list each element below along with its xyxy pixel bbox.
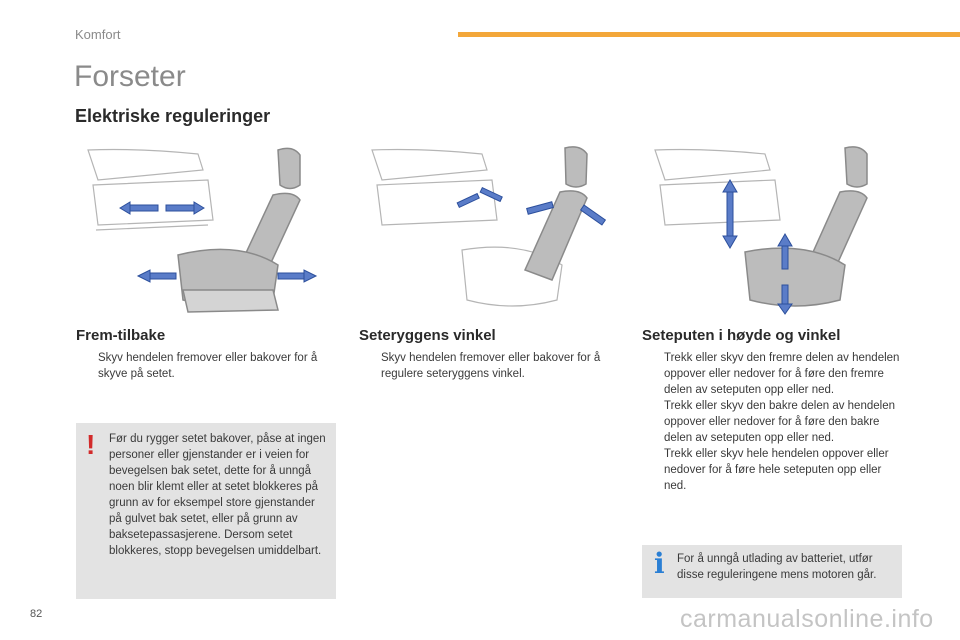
seat-cushion-illustration bbox=[645, 140, 905, 320]
bullets-fore-aft bbox=[76, 350, 328, 382]
heading-fore-aft: Frem-tilbake bbox=[76, 327, 166, 344]
bullets-cushion-height bbox=[642, 350, 904, 494]
page-number: 82 bbox=[30, 608, 43, 620]
watermark: carmanualsonline.info bbox=[680, 605, 934, 633]
warning-text: Før du rygger setet bakover, påse at ingen personer eller gjenstander er i veien for bevegelsen bak setet, dette for å unngå noen blir klemt eller at setet blokkeres på grunn av for eksempel store gjenstander på gulvet bak setet, eller på grunn av baksetepassasjerene. Dersom setet blokkeres, stopp bevegelsen umiddelbart. bbox=[109, 433, 326, 557]
list-item: Trekk eller skyv den bakre delen av hendelen oppover eller nedover for å føre den bakre delen av seteputen opp eller ned. bbox=[664, 400, 895, 444]
section-label: Komfort bbox=[75, 27, 121, 42]
info-icon: i bbox=[654, 547, 665, 580]
heading-backrest-angle: Seteryggens vinkel bbox=[359, 327, 496, 344]
page-title: Forseter bbox=[74, 60, 186, 93]
info-text: For å unngå utlading av batteriet, utfør disse reguleringene mens motoren går. bbox=[677, 553, 877, 581]
section-subtitle: Elektriske reguleringer bbox=[75, 106, 271, 126]
heading-cushion-height: Seteputen i høyde og vinkel bbox=[642, 327, 841, 344]
list-item: Skyv hendelen fremover eller bakover for å skyve på setet. bbox=[98, 352, 318, 380]
info-notice bbox=[642, 545, 902, 598]
warning-icon: ! bbox=[86, 429, 96, 460]
list-item: Trekk eller skyv den fremre delen av hendelen oppover eller nedover for å føre den fremre delen av seteputen opp eller ned. bbox=[664, 352, 900, 396]
header-accent-bar bbox=[458, 32, 960, 37]
list-item: Skyv hendelen fremover eller bakover for å regulere seteryggens vinkel. bbox=[381, 352, 601, 380]
seat-backrest-illustration bbox=[362, 140, 622, 320]
seat-fore-aft-illustration bbox=[78, 140, 338, 320]
list-item: Trekk eller skyv hele hendelen oppover eller nedover for å føre hele seteputen opp eller ned. bbox=[664, 448, 889, 492]
bullets-backrest-angle bbox=[359, 350, 611, 382]
warning-notice bbox=[76, 423, 336, 599]
